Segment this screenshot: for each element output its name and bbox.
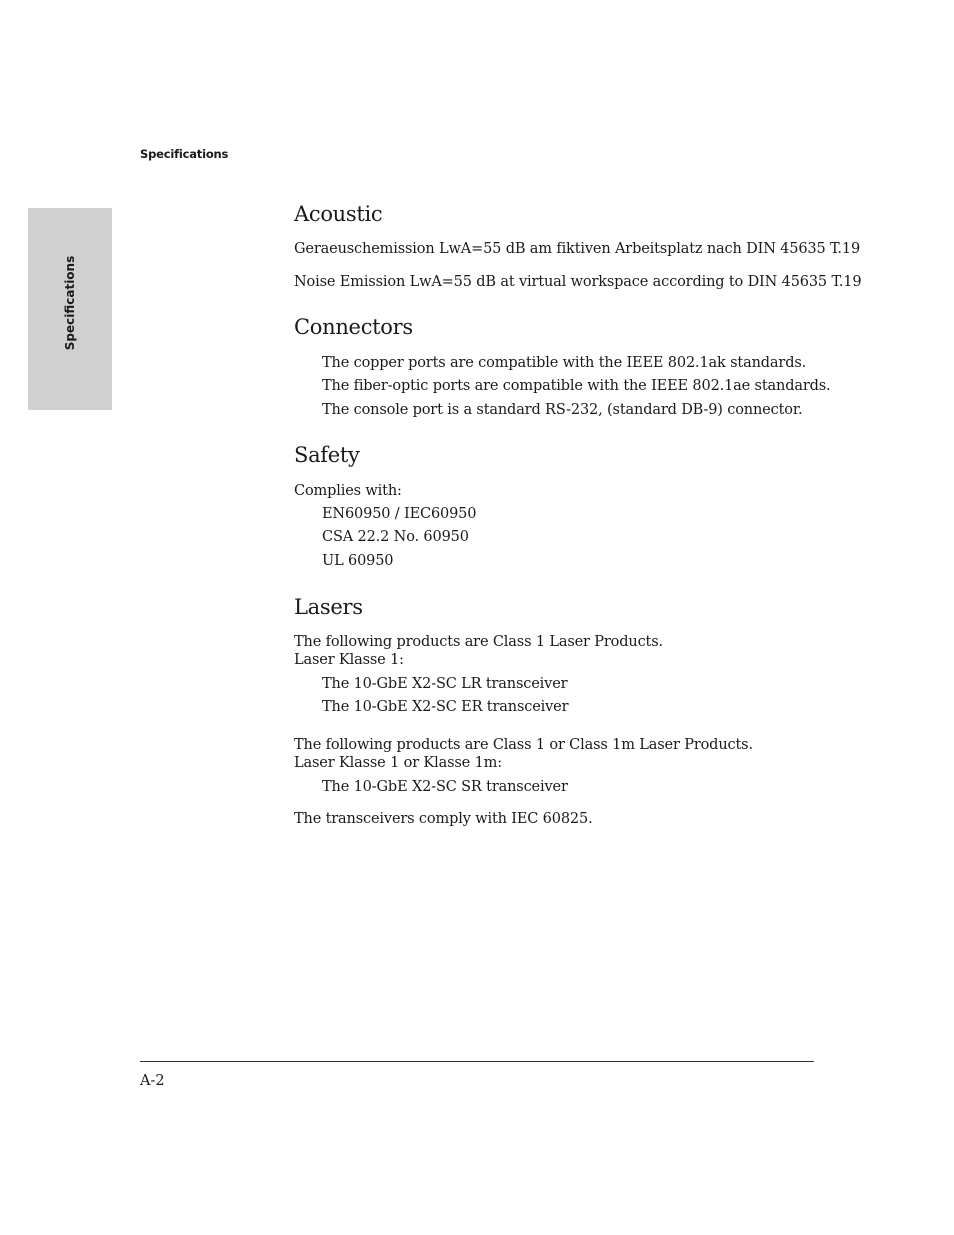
acoustic-heading: Acoustic	[294, 202, 383, 226]
lasers-class1-item: The 10-GbE X2-SC ER transceiver	[322, 699, 569, 715]
page-number: A-2	[140, 1073, 165, 1089]
lasers-class1-item: The 10-GbE X2-SC LR transceiver	[322, 676, 568, 692]
acoustic-line-en: Noise Emission LwA=55 dB at virtual workspace according to DIN 45635 T.19	[294, 274, 862, 290]
acoustic-line-de: Geraeuschemission LwA=55 dB am fiktiven Arbeitsplatz nach DIN 45635 T.19	[294, 241, 861, 257]
safety-intro: Complies with:	[294, 483, 402, 499]
connectors-console-line: The console port is a standard RS-232, (standard DB-9) connector.	[322, 402, 803, 418]
side-tab-label: Specifications	[63, 255, 77, 351]
section-side-tab	[28, 208, 112, 410]
lasers-class1-intro-de: Laser Klasse 1:	[294, 652, 404, 668]
lasers-class1m-intro-de: Laser Klasse 1 or Klasse 1m:	[294, 755, 502, 771]
safety-heading: Safety	[294, 443, 360, 467]
safety-item: CSA 22.2 No. 60950	[322, 529, 469, 545]
lasers-class1m-item: The 10-GbE X2-SC SR transceiver	[322, 779, 568, 795]
lasers-class1m-intro: The following products are Class 1 or Class 1m Laser Products.	[294, 737, 753, 753]
lasers-heading: Lasers	[294, 595, 363, 619]
safety-item: UL 60950	[322, 553, 394, 569]
safety-item: EN60950 / IEC60950	[322, 506, 477, 522]
running-header: Specifications	[140, 147, 229, 161]
connectors-copper-line: The copper ports are compatible with the IEEE 802.1ak standards.	[322, 355, 807, 371]
lasers-compliance-line: The transceivers comply with IEC 60825.	[294, 811, 593, 827]
connectors-fiber-line: The fiber-optic ports are compatible with the IEEE 802.1ae standards.	[322, 378, 831, 394]
connectors-heading: Connectors	[294, 315, 413, 339]
footer-divider	[140, 1061, 814, 1062]
lasers-class1-intro: The following products are Class 1 Laser Products.	[294, 634, 663, 650]
